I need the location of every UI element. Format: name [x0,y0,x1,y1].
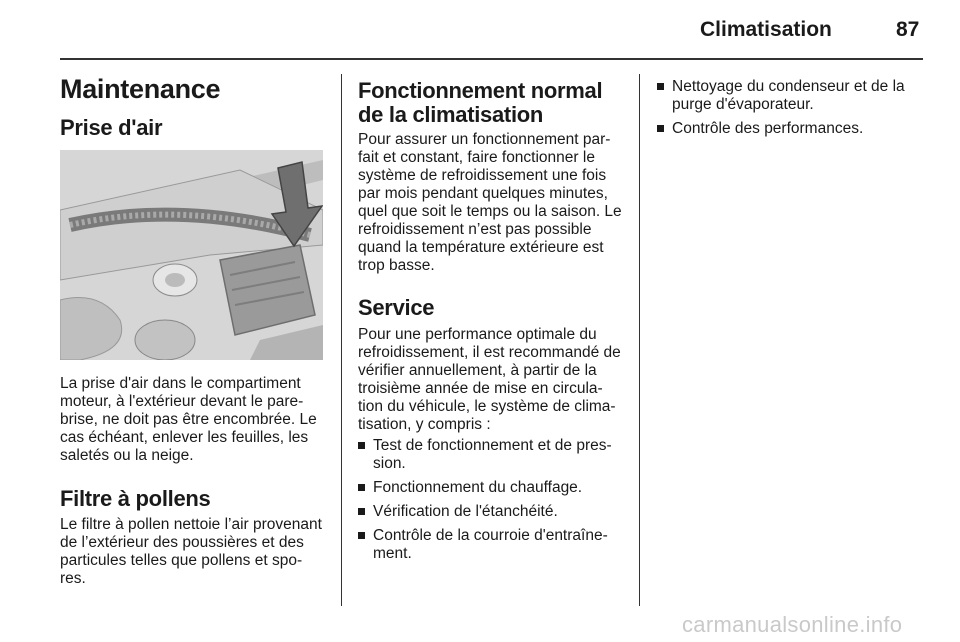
air-intake-paragraph: La prise d'air dans le compartiment moteur, à l'extérieur devant le pare-brise, ne doit pas être encombrée. Le cas échéant, enlever les feuilles, les saletés ou la neige. [60,375,317,464]
list-item: Nettoyage du condenseur et de la purge d'évaporateur. [657,78,923,114]
engine-bay-drawing [60,150,323,360]
page-number: 87 [896,18,920,41]
pollen-filter-paragraph: Le filtre à pollen nettoie l’air provenant de l’extérieur des poussières et des particules telles que pollens et spo-res. [60,516,322,587]
section-title: Maintenance [60,74,221,104]
subsection-title-air-intake: Prise d'air [60,115,163,140]
service-checklist [358,437,624,569]
column-divider [639,74,640,606]
service-checklist-continued [657,78,923,144]
header-rule [60,58,923,60]
list-item: Contrôle des performances. [657,120,923,138]
column-divider [341,74,342,606]
watermark-text: carmanualsonline.info [682,612,903,637]
subsection-title-normal-operation: Fonctionnement normal de la climatisation [358,78,603,127]
air-intake-illustration [60,150,323,360]
list-item: Contrôle de la courroie d'entraîne-ment. [358,527,624,563]
normal-operation-paragraph: Pour assurer un fonctionnement par-fait et constant, faire fonctionner le système de refroidissement une fois par mois pendant quelques minutes, quel que soit le temps ou la saison. Le refroidissement n’est pas possible quand la température extérieure est trop basse. [358,131,622,274]
list-item: Vérification de l'étanchéité. [358,503,624,521]
subsection-title-service: Service [358,295,435,320]
subsection-title-pollen-filter: Filtre à pollens [60,486,211,511]
list-item: Fonctionnement du chauffage. [358,479,624,497]
running-header-title: Climatisation [700,18,832,41]
service-paragraph: Pour une performance optimale du refroidissement, il est recommandé de vérifier annuellement, à partir de la troisième année de mise en circula-tion du véhicule, le système de clima-tisation, y compris : [358,326,621,433]
list-item: Test de fonctionnement et de pres-sion. [358,437,624,473]
